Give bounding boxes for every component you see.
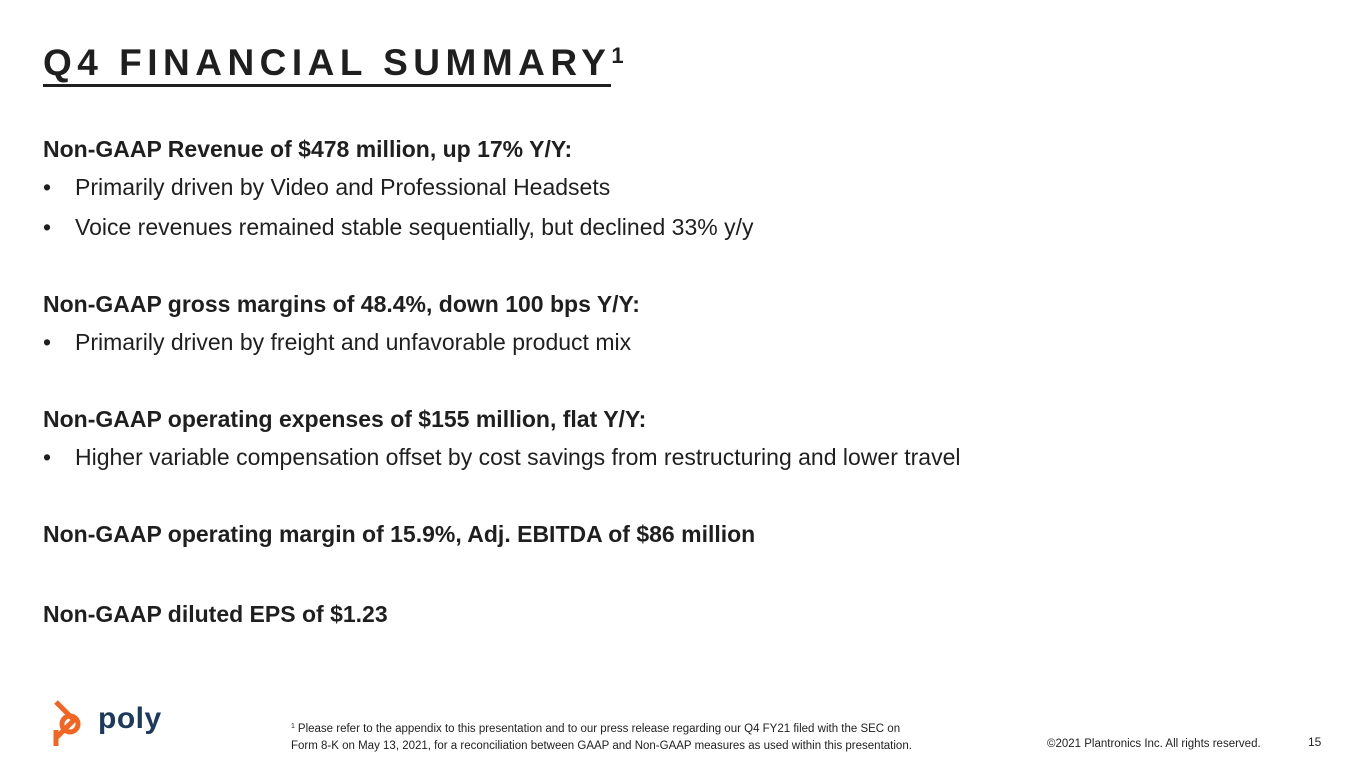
footnote-text: Please refer to the appendix to this presentation and to our press release regarding our Q4 FY21 filed with the SEC on <box>297 723 901 735</box>
bullet-marker: • <box>43 444 52 470</box>
section-heading: Non-GAAP Revenue of $478 million, up 17% Y/Y: <box>43 136 573 162</box>
bullet-item <box>43 171 1325 211</box>
footnote-marker: 1 <box>291 723 295 730</box>
section-heading: Non-GAAP gross margins of 48.4%, down 100 bps Y/Y: <box>43 291 640 317</box>
page-number: 15 <box>1308 735 1322 749</box>
footnote-line-2: Form 8-K on May 13, 2021, for a reconciliation between GAAP and Non-GAAP measures as used within this presentation. <box>291 740 912 752</box>
title-footnote-marker: 1 <box>611 43 624 68</box>
bullet-text: Voice revenues remained stable sequentially, but declined 33% y/y <box>75 214 754 240</box>
summary-content <box>43 133 1325 673</box>
section-operating-expenses <box>43 403 1325 481</box>
bullet-text: Primarily driven by Video and Professional Headsets <box>75 174 611 200</box>
poly-logo <box>52 700 162 748</box>
bullet-item <box>43 211 1325 251</box>
bullet-item <box>43 441 1325 481</box>
bullet-text: Higher variable compensation offset by cost savings from restructuring and lower travel <box>75 444 961 470</box>
section-gross-margin <box>43 288 1325 366</box>
copyright-notice: ©2021 Plantronics Inc. All rights reserved. <box>1047 738 1261 750</box>
section-operating-margin <box>43 518 1325 556</box>
section-heading: Non-GAAP operating margin of 15.9%, Adj. EBITDA of $86 million <box>43 521 756 547</box>
footnote-line-1 <box>291 718 1011 738</box>
section-revenue <box>43 133 1325 251</box>
section-heading: Non-GAAP operating expenses of $155 million, flat Y/Y: <box>43 406 647 432</box>
bullet-marker: • <box>43 174 52 200</box>
section-eps <box>43 598 1325 636</box>
slide-title <box>43 44 624 81</box>
poly-logo-icon <box>52 700 92 748</box>
bullet-marker: • <box>43 329 52 355</box>
bullet-item <box>43 326 1325 366</box>
footnote <box>291 718 1011 755</box>
slide-title-text: Q4 FINANCIAL SUMMARY <box>43 42 611 87</box>
bullet-text: Primarily driven by freight and unfavorable product mix <box>75 329 632 355</box>
bullet-marker: • <box>43 214 52 240</box>
section-heading: Non-GAAP diluted EPS of $1.23 <box>43 601 388 627</box>
logo-wordmark: poly <box>98 702 162 735</box>
